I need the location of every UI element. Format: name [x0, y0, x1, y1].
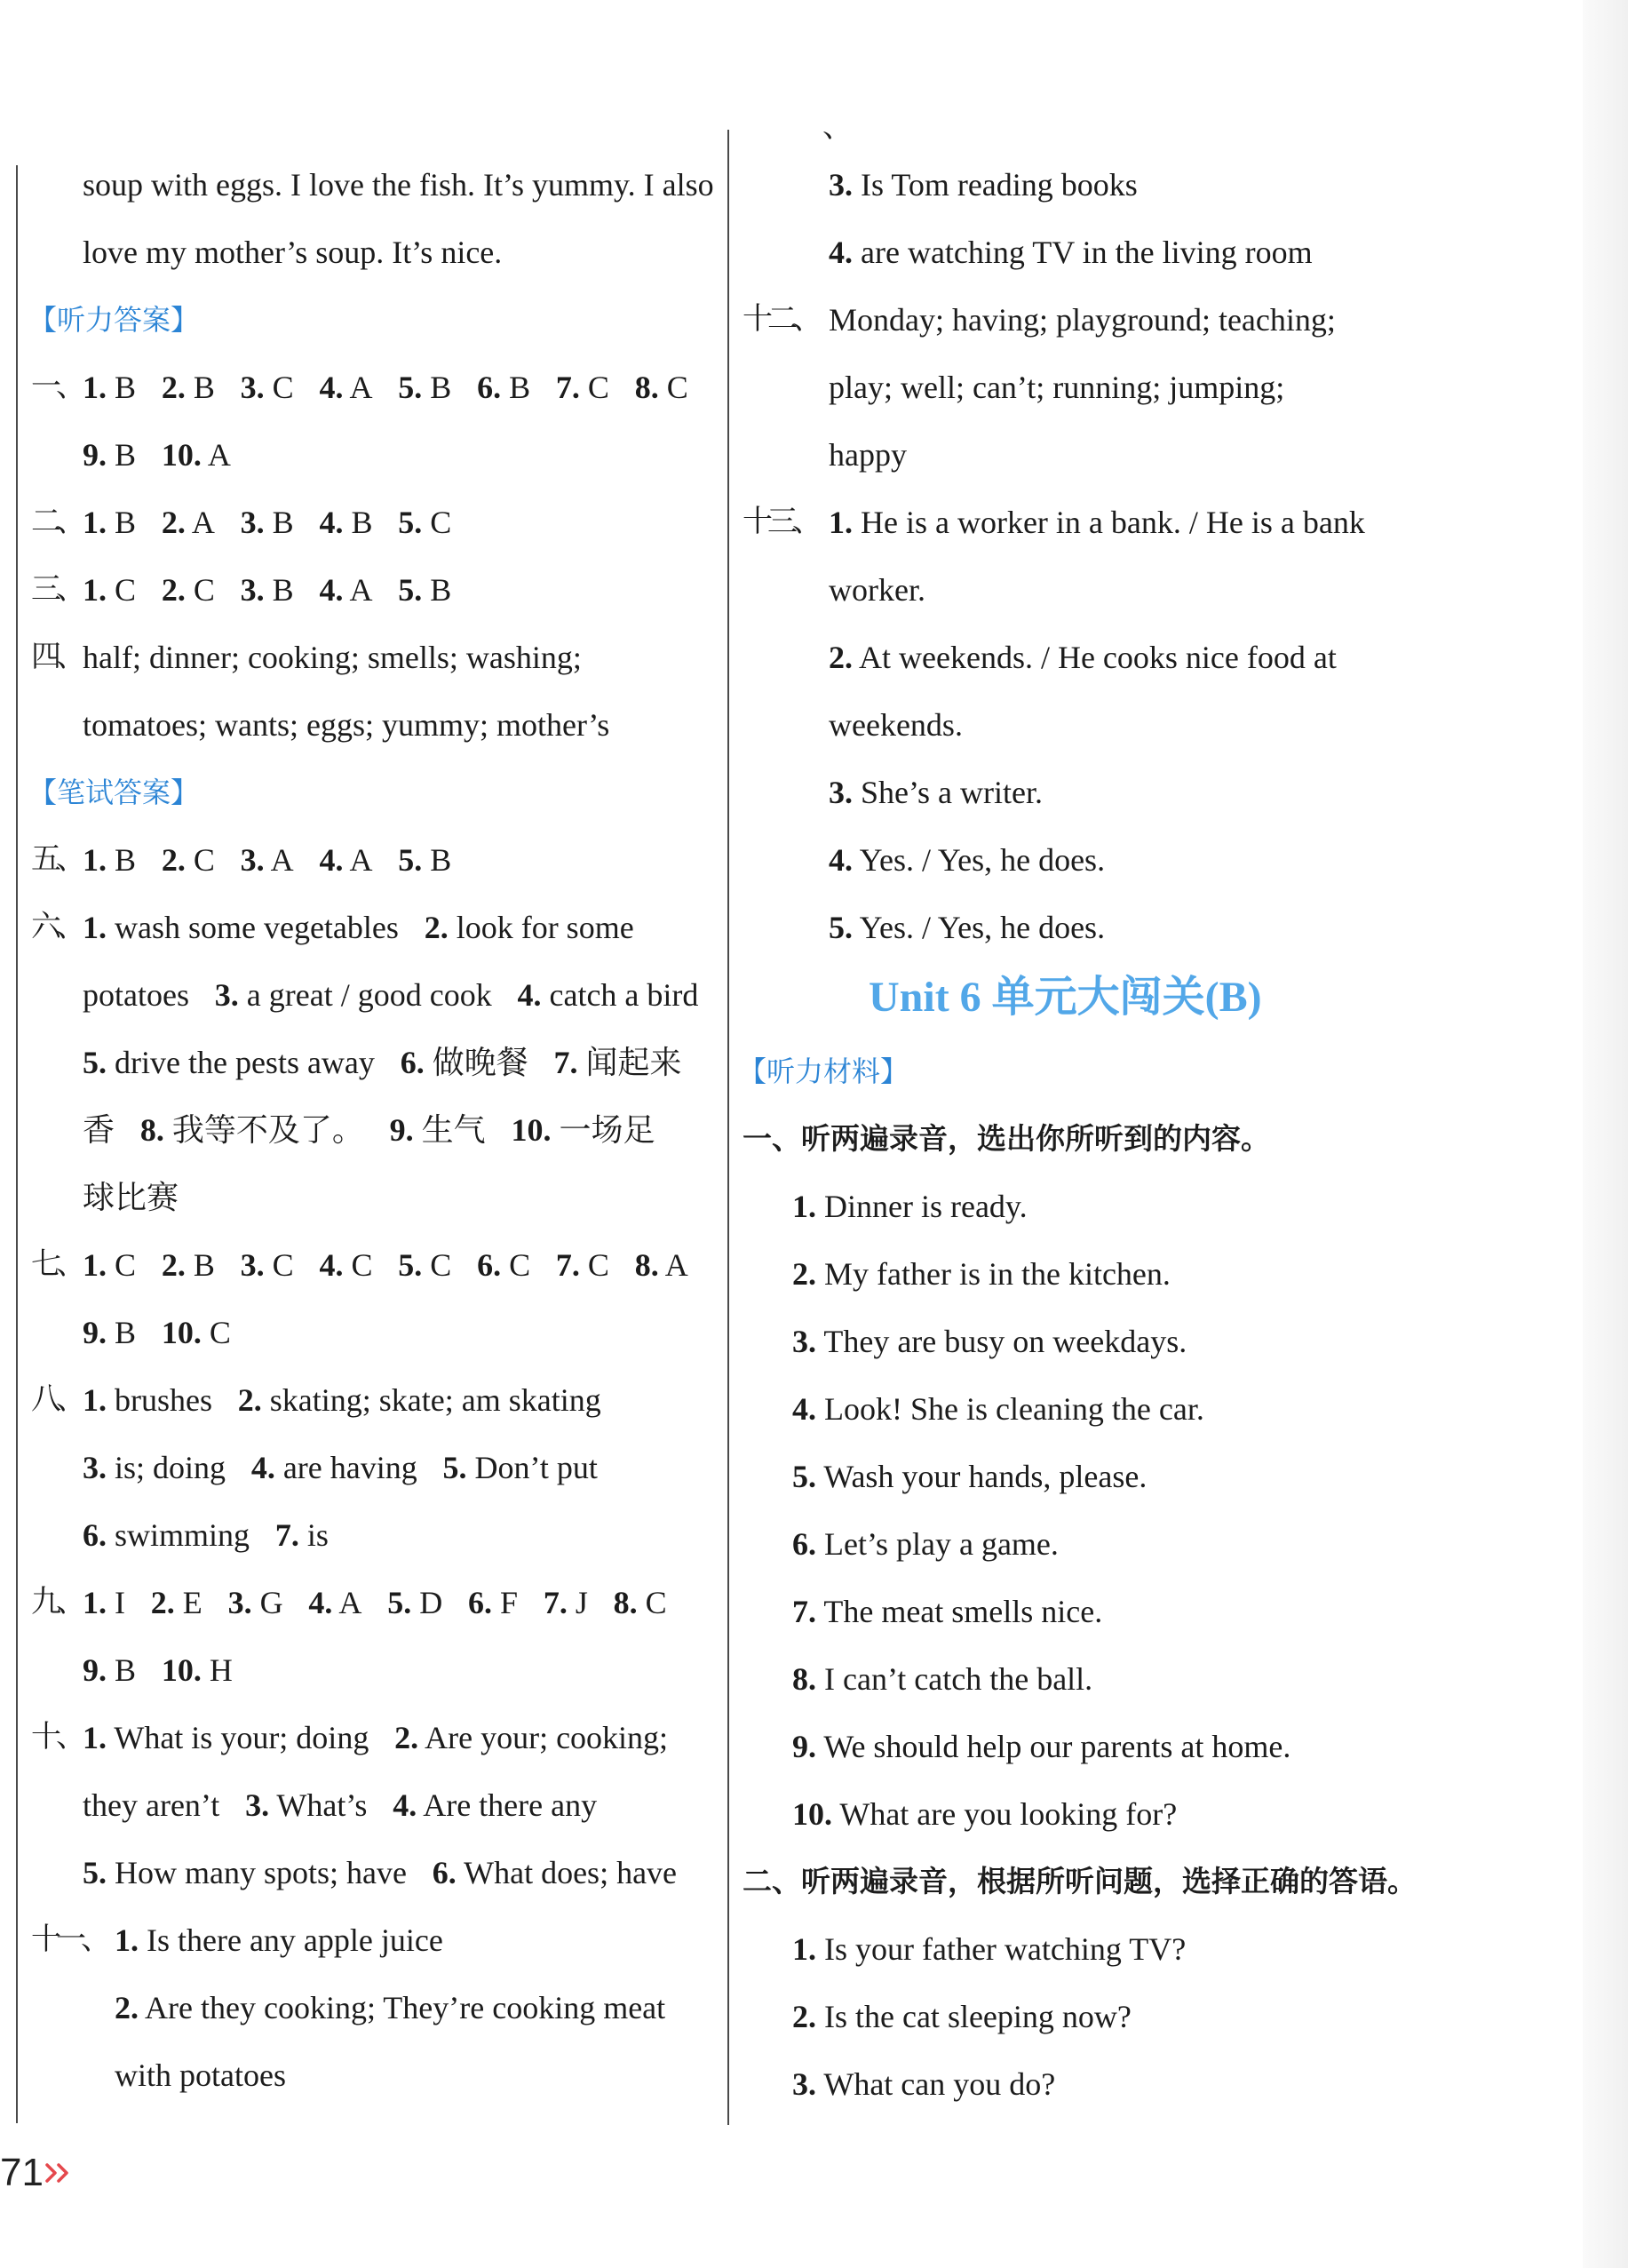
section-label: 十一、: [31, 1923, 106, 1956]
question-number: 6.: [792, 1526, 816, 1562]
written-answers-heading: 【笔试答案】: [28, 776, 200, 809]
question-number: 1.: [83, 910, 107, 945]
answer-line: 4. are watching TV in the living room: [829, 235, 1313, 270]
listening-item: 9. We should help our parents at home.: [792, 1729, 1291, 1764]
question-number: 7.: [553, 1045, 578, 1080]
question-number: 2.: [792, 1256, 816, 1292]
column-divider: [727, 130, 729, 2125]
answer-line: tomatoes; wants; eggs; yummy; mother’s: [83, 707, 610, 743]
question-number: 6.: [400, 1045, 425, 1080]
listening-item: 10. What are you looking for?: [792, 1796, 1178, 1832]
listening-item: 2. My father is in the kitchen.: [792, 1256, 1171, 1292]
question-number: 2.: [829, 640, 853, 675]
answer-line: 3. She’s a writer.: [829, 775, 1043, 810]
question-number: 4.: [393, 1787, 417, 1823]
question-number: 10.: [161, 1652, 202, 1688]
question-number: 3.: [240, 370, 265, 405]
question-number: 3.: [792, 2066, 816, 2102]
answer-line: 3. is; doing 4. are having 5. Don’t put: [83, 1450, 598, 1485]
question-number: 2.: [161, 505, 186, 540]
section-label: 二、: [31, 505, 81, 538]
answer-line: 9. B 10. A: [83, 437, 231, 473]
question-number: 8.: [139, 1112, 164, 1148]
question-number: 1.: [115, 1922, 139, 1958]
answer-line: 1. Is there any apple juice: [115, 1922, 443, 1958]
question-number: 4.: [829, 842, 853, 878]
section-label: 九、: [31, 1586, 81, 1619]
listening-item: 1. Dinner is ready.: [792, 1189, 1028, 1224]
question-number: 3.: [792, 1324, 816, 1359]
listening-material-heading: 【听力材料】: [738, 1054, 909, 1088]
answer-line: Monday; having; playground; teaching;: [829, 302, 1336, 338]
section-label: 七、: [31, 1248, 81, 1281]
listening-item: 1. Is your father watching TV?: [792, 1931, 1187, 1967]
question-number: 9.: [83, 1652, 107, 1688]
question-number: 6.: [477, 1247, 502, 1283]
left-border-line: [16, 165, 18, 2123]
answer-line: 5. How many spots; have 6. What does; have: [83, 1855, 678, 1890]
answer-line: 1. What is your; doing 2. Are your; cooking;: [83, 1720, 669, 1755]
section-label: 十二、: [743, 303, 817, 336]
question-number: 7.: [555, 1247, 580, 1283]
question-number: 5.: [829, 910, 853, 945]
answer-line: 2. Are they cooking; They’re cooking meat: [115, 1990, 666, 2025]
question-number: 7.: [792, 1594, 816, 1629]
listening-item: 8. I can’t catch the ball.: [792, 1661, 1093, 1697]
answer-line: 5. drive the pests away 6. 做晚餐 7. 闻起来: [83, 1045, 682, 1080]
question-number: 3.: [240, 842, 265, 878]
question-number: 8.: [613, 1585, 638, 1620]
question-number: 1.: [83, 1382, 107, 1418]
answer-line: 1. I 2. E 3. G 4. A 5. D 6. F 7. J 8. C: [83, 1585, 667, 1620]
question-number: 3.: [240, 1247, 265, 1283]
script-line: love my mother’s soup. It’s nice.: [83, 235, 503, 270]
question-number: 4.: [517, 977, 542, 1013]
question-number: 2.: [161, 572, 186, 608]
question-number: 4.: [829, 235, 853, 270]
answer-line: 香 8. 我等不及了。 9. 生气 10. 一场足: [83, 1112, 655, 1148]
answer-line: weekends.: [829, 707, 963, 743]
question-number: 7.: [555, 370, 580, 405]
answer-line: worker.: [829, 572, 925, 608]
answer-line: they aren’t 3. What’s 4. Are there any: [83, 1787, 598, 1823]
answer-line: 1. wash some vegetables 2. look for some: [83, 910, 634, 945]
listening-item: 3. What can you do?: [792, 2066, 1056, 2102]
question-number: 10.: [161, 437, 202, 473]
question-number: 4.: [319, 1247, 344, 1283]
question-number: 2.: [424, 910, 449, 945]
answer-line: potatoes 3. a great / good cook 4. catch a bird: [83, 977, 699, 1013]
question-number: 4.: [319, 370, 344, 405]
question-number: 4.: [319, 842, 344, 878]
answer-line: 4. Yes. / Yes, he does.: [829, 842, 1106, 878]
answer-line: 6. swimming 7. is: [83, 1517, 329, 1553]
question-number: 5.: [442, 1450, 467, 1485]
answer-line: 球比赛: [83, 1180, 179, 1215]
question-number: 4.: [319, 572, 344, 608]
question-number: 1.: [83, 1247, 107, 1283]
page-edge-shadow: [1583, 0, 1628, 2268]
listening-item: 3. They are busy on weekdays.: [792, 1324, 1187, 1359]
listening-item: 2. Is the cat sleeping now?: [792, 1999, 1132, 2034]
question-number: 1.: [83, 572, 107, 608]
section-label: 三、: [31, 573, 81, 606]
page-number: 71: [0, 2151, 44, 2194]
question-number: 9.: [83, 1315, 107, 1350]
answer-line: 1. B 2. A 3. B 4. B 5. C: [83, 505, 452, 540]
question-number: 4.: [792, 1391, 816, 1427]
question-number: 5.: [398, 1247, 423, 1283]
question-number: 5.: [398, 842, 423, 878]
question-number: 2.: [237, 1382, 262, 1418]
section-label: 十三、: [743, 505, 817, 538]
listening-item: 6. Let’s play a game.: [792, 1526, 1059, 1562]
answer-line: 1. C 2. B 3. C 4. C 5. C 6. C 7. C 8. A: [83, 1247, 688, 1283]
double-chevron-right-icon: [44, 2162, 73, 2184]
question-number: 5.: [792, 1459, 816, 1494]
question-number: 2.: [394, 1720, 419, 1755]
answer-line: 9. B 10. H: [83, 1652, 233, 1688]
question-number: 5.: [398, 572, 423, 608]
answer-line: half; dinner; cooking; smells; washing;: [83, 640, 582, 675]
question-number: 5.: [83, 1045, 107, 1080]
section-label: 六、: [31, 911, 81, 943]
question-number: 2.: [161, 1247, 186, 1283]
question-number: 7.: [543, 1585, 568, 1620]
question-number: 5.: [387, 1585, 412, 1620]
question-number: 2.: [115, 1990, 139, 2025]
question-number: 8.: [792, 1661, 816, 1697]
answer-line: 1. B 2. C 3. A 4. A 5. B: [83, 842, 452, 878]
answer-line: 1. He is a worker in a bank. / He is a bank: [829, 505, 1365, 540]
question-number: 3.: [83, 1450, 107, 1485]
answer-line: 5. Yes. / Yes, he does.: [829, 910, 1106, 945]
question-number: 1.: [792, 1931, 816, 1967]
question-number: 1.: [83, 1585, 107, 1620]
listening-item: 7. The meat smells nice.: [792, 1594, 1103, 1629]
question-number: 6.: [468, 1585, 492, 1620]
answer-line: 9. B 10. C: [83, 1315, 231, 1350]
listening-item: 4. Look! She is cleaning the car.: [792, 1391, 1204, 1427]
question-number: 6.: [432, 1855, 457, 1890]
question-number: 10.: [792, 1796, 832, 1832]
question-number: 7.: [274, 1517, 299, 1553]
question-number: 3.: [829, 775, 853, 810]
question-number: 5.: [83, 1855, 107, 1890]
section-label: 五、: [31, 843, 81, 876]
answer-line: happy: [829, 437, 907, 473]
listening-answers-heading: 【听力答案】: [28, 303, 200, 337]
question-number: 2.: [161, 370, 186, 405]
question-number: 9.: [83, 437, 107, 473]
question-number: 2.: [792, 1999, 816, 2034]
listening-instruction: 一、听两遍录音，选出你所听到的内容。: [743, 1121, 1270, 1156]
question-number: 5.: [398, 370, 423, 405]
question-number: 3.: [227, 1585, 252, 1620]
answer-line: with potatoes: [115, 2057, 286, 2093]
question-number: 1.: [83, 370, 107, 405]
top-fragment-mark: 、: [822, 111, 853, 144]
section-label: 四、: [31, 641, 81, 673]
question-number: 3.: [240, 505, 265, 540]
question-number: 8.: [634, 1247, 659, 1283]
section-label: 十、: [31, 1721, 81, 1754]
question-number: 3.: [245, 1787, 270, 1823]
answer-line: 1. C 2. C 3. B 4. A 5. B: [83, 572, 452, 608]
section-label: 一、: [31, 370, 81, 403]
question-number: 6.: [477, 370, 502, 405]
question-number: 1.: [829, 505, 853, 540]
answer-line: 3. Is Tom reading books: [829, 167, 1138, 203]
question-number: 3.: [829, 167, 853, 203]
question-number: 1.: [83, 505, 107, 540]
question-number: 4.: [308, 1585, 333, 1620]
question-number: 4.: [319, 505, 344, 540]
question-number: 2.: [161, 842, 186, 878]
listening-instruction: 二、听两遍录音，根据所听问题，选择正确的答语。: [743, 1864, 1417, 1898]
question-number: 3.: [240, 572, 265, 608]
question-number: 9.: [792, 1729, 816, 1764]
section-label: 八、: [31, 1383, 81, 1416]
question-number: 1.: [83, 842, 107, 878]
answer-line: 1. B 2. B 3. C 4. A 5. B 6. B 7. C 8. C: [83, 370, 688, 405]
question-number: 5.: [398, 505, 423, 540]
question-number: 1.: [792, 1189, 816, 1224]
question-number: 2.: [150, 1585, 175, 1620]
unit-title: Unit 6 单元大闯关(B): [869, 974, 1262, 1021]
question-number: 9.: [389, 1112, 414, 1148]
answer-line: play; well; can’t; running; jumping;: [829, 370, 1285, 405]
question-number: 10.: [161, 1315, 202, 1350]
listening-item: 5. Wash your hands, please.: [792, 1459, 1148, 1494]
answer-line: 1. brushes 2. skating; skate; am skating: [83, 1382, 601, 1418]
question-number: 8.: [634, 370, 659, 405]
question-number: 6.: [83, 1517, 107, 1553]
question-number: 3.: [214, 977, 239, 1013]
answer-line: 2. At weekends. / He cooks nice food at: [829, 640, 1337, 675]
question-number: 10.: [511, 1112, 552, 1148]
script-line: soup with eggs. I love the fish. It’s yummy. I also: [83, 167, 714, 203]
question-number: 1.: [83, 1720, 107, 1755]
question-number: 4.: [250, 1450, 275, 1485]
